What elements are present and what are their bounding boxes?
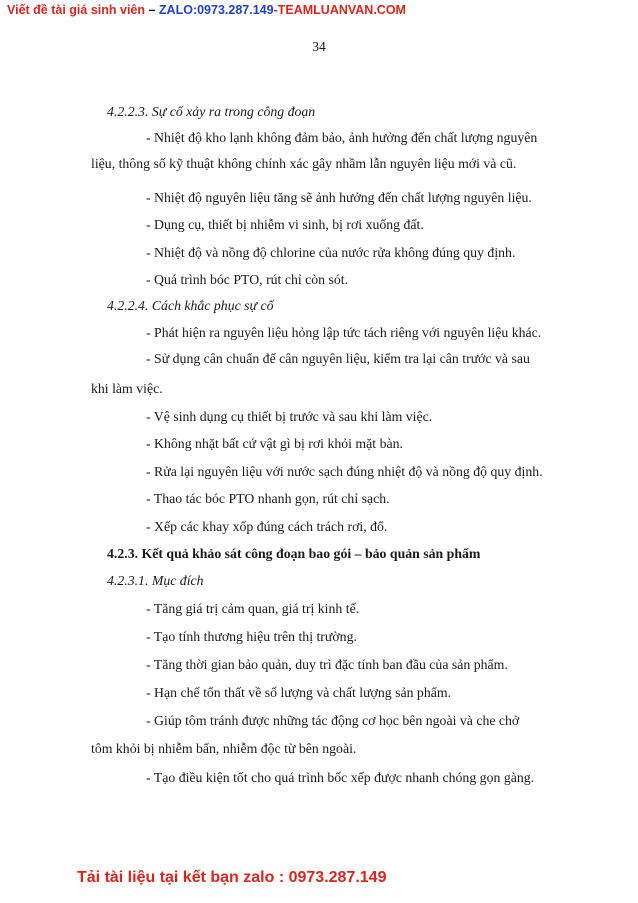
paragraph-line: - Rửa lại nguyên liệu với nước sạch đúng nhiệt độ và nồng độ quy định. <box>146 464 543 479</box>
banner-separator: – <box>145 3 159 17</box>
paragraph-line: - Quá trình bóc PTO, rút chỉ còn sót. <box>146 272 349 287</box>
paragraph-line: - Tăng thời gian bảo quản, duy trì đặc tính ban đầu của sản phẩm. <box>146 657 508 672</box>
banner-zalo-link[interactable]: ZALO:0973.287.149 <box>158 3 274 17</box>
section-heading-4-2-3-1: 4.2.3.1. Mục đích <box>107 573 204 588</box>
banner-slogan: Viết đề tài giá sinh viên <box>7 3 146 17</box>
paragraph-line: - Nhiệt độ kho lạnh không đảm bảo, ảnh hưởng đến chất lượng nguyên <box>146 130 538 145</box>
paragraph-line: - Phát hiện ra nguyên liệu hỏng lập tức tách riêng với nguyên liệu khác. <box>146 325 542 340</box>
paragraph-line: - Giúp tôm tránh được những tác động cơ học bên ngoài và che chở <box>146 713 520 728</box>
section-heading-4-2-2-4: 4.2.2.4. Cách khắc phục sự cố <box>107 298 274 313</box>
paragraph-line: - Thao tác bóc PTO nhanh gọn, rút chỉ sạch. <box>146 491 390 506</box>
paragraph-line: - Tạo điều kiện tốt cho quá trình bốc xếp được nhanh chóng gọn gàng. <box>146 770 535 785</box>
paragraph-line: - Dụng cụ, thiết bị nhiễm vi sinh, bị rơi xuống đất. <box>146 217 424 232</box>
paragraph-line: - Vệ sinh dụng cụ thiết bị trước và sau khi làm việc. <box>146 409 433 424</box>
paragraph-line: - Sử dụng cân chuẩn để cân nguyên liệu, kiểm tra lại cân trước và sau <box>146 351 530 366</box>
paragraph-line: - Xếp các khay xốp đúng cách trách rơi, đổ. <box>146 519 388 534</box>
page-number: 34 <box>312 39 326 54</box>
paragraph-line: - Hạn chế tổn thất về số lượng và chất lượng sản phẩm. <box>146 685 452 700</box>
section-heading-4-2-2-3: 4.2.2.3. Sự cố xảy ra trong công đoạn <box>107 104 316 119</box>
paragraph-line: - Tăng giá trị cảm quan, giá trị kinh tế. <box>146 601 360 616</box>
paragraph-line: liệu, thông số kỹ thuật không chính xác gây nhầm lẫn nguyên liệu mới và cũ. <box>91 156 517 171</box>
paragraph-line: khi làm việc. <box>91 381 163 396</box>
paragraph-line: - Nhiệt độ và nồng độ chlorine của nước rửa không đúng quy định. <box>146 245 516 260</box>
paragraph-line: tôm khỏi bị nhiễm bẩn, nhiễm độc từ bên ngoài. <box>91 741 357 756</box>
paragraph-line: - Nhiệt độ nguyên liệu tăng sẽ ảnh hưởng đến chất lượng nguyên liệu. <box>146 190 532 205</box>
footer-banner[interactable]: Tải tài liệu tại kết bạn zalo : 0973.287.149 <box>77 869 387 886</box>
header-banner <box>7 3 406 17</box>
section-heading-4-2-3: 4.2.3. Kết quả khảo sát công đoạn bao gói – bảo quản sản phẩm <box>107 546 481 561</box>
banner-website-link[interactable]: -TEAMLUANVAN.COM <box>273 3 406 17</box>
paragraph-line: - Không nhặt bất cứ vật gì bị rơi khỏi mặt bàn. <box>146 436 403 451</box>
paragraph-line: - Tạo tính thương hiệu trên thị trường. <box>146 629 357 644</box>
